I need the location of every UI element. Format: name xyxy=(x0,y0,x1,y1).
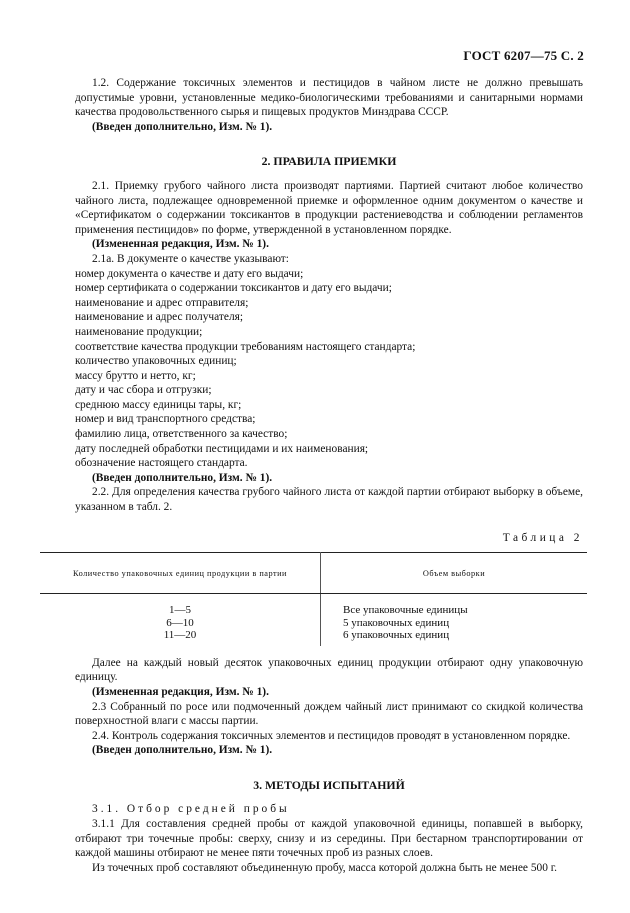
list-item: номер сертификата о содержании токсикантов и дату его выдачи; xyxy=(75,282,392,295)
clause-3-1-2: Из точечных проб составляют объединенную пробу, масса которой должна быть не менее 500 г. xyxy=(92,861,557,874)
table-row xyxy=(40,617,587,630)
amendment-note: (Введен дополнительно, Изм. № 1). xyxy=(92,120,273,133)
clause-2-4: 2.4. Контроль содержания токсичных элементов и пестицидов проводят в установленном порядке. xyxy=(92,729,571,742)
clause-2-1a: 2.1а. В документе о качестве указывают: xyxy=(92,252,289,265)
table-caption: Таблица 2 xyxy=(502,531,583,544)
table-cell-sample: 5 упаковочных единиц xyxy=(343,616,450,629)
table-cell-quantity: 6—10 xyxy=(40,617,321,630)
table-cell-sample: 6 упаковочных единиц xyxy=(343,629,450,642)
table-cell-quantity: 1—5 xyxy=(40,594,321,617)
clause-2-2: 2.2. Для определения качества грубого чайного листа от каждой партии отбирают выборку в объеме, указанном в табл. 2. xyxy=(75,486,583,514)
list-item: среднюю массу единицы тары, кг; xyxy=(75,398,242,411)
amendment-note: (Введен дополнительно, Изм. № 1). xyxy=(92,744,273,757)
sample-size-table xyxy=(40,552,587,646)
list-item: наименование продукции; xyxy=(75,325,203,338)
list-item: обозначение настоящего стандарта. xyxy=(75,457,248,470)
amendment-note: (Измененная редакция, Изм. № 1). xyxy=(92,685,269,698)
clause-2-1: 2.1. Приемку грубого чайного листа производят партиями. Партией считают любое количество чайного листа, подлежащее одновременной приемке и оформленное одним документом о качестве и «Сертификатом о содержании токсикантов в продукции растениеводства и соблюдении регламентов применения пестицидов» по форме, утвержденной в установленном порядке. xyxy=(75,179,583,236)
table-cell-quantity: 11—20 xyxy=(40,629,321,646)
clause-1-2: 1.2. Содержание токсичных элементов и пестицидов в чайном листе не должно превышать допустимые уровни, установленные медико-биологическими требованиями и санитарными нормами качества продовольственного сырья и пищевых продуктов Минздрава СССР. xyxy=(75,77,583,119)
table-header-sample: Объем выборки xyxy=(321,553,588,594)
list-item: наименование и адрес получателя; xyxy=(75,311,244,324)
amendment-note: (Введен дополнительно, Изм. № 1). xyxy=(92,471,273,484)
list-item: наименование и адрес отправителя; xyxy=(75,296,249,309)
list-item: соответствие качества продукции требованиям настоящего стандарта; xyxy=(75,340,416,353)
table-row xyxy=(40,594,587,617)
table-header-quantity: Количество упаковочных единиц продукции в партии xyxy=(40,553,321,594)
page-header: ГОСТ 6207—75 С. 2 xyxy=(463,48,584,63)
list-item: фамилию лица, ответственного за качество; xyxy=(75,428,288,441)
table-row xyxy=(40,629,587,646)
clause-2-2-continued: Далее на каждый новый десяток упаковочных единиц продукции отбирают одну упаковочную единицу. xyxy=(75,656,583,684)
list-item: массу брутто и нетто, кг; xyxy=(75,369,196,382)
table-cell-sample: Все упаковочные единицы xyxy=(343,604,468,617)
list-item: номер и вид транспортного средства; xyxy=(75,413,256,426)
list-item: количество упаковочных единиц; xyxy=(75,355,237,368)
clause-2-3: 2.3 Собранный по росе или подмоченный дождем чайный лист принимают со скидкой количества поверхностной влаги с массы партии. xyxy=(75,700,583,728)
section-heading-3: 3. МЕТОДЫ ИСПЫТАНИЙ xyxy=(253,777,405,792)
list-item: дату и час сбора и отгрузки; xyxy=(75,384,212,397)
clause-3-1-1: 3.1.1 Для составления средней пробы от каждой упаковочной единицы, попавшей в выборку, отбирают три точечные пробы: сверху, снизу и из середины. При бестарном транспортировании от каждой машины отбирают не менее пяти точечных проб из разных слоев. xyxy=(75,818,583,860)
list-item: номер документа о качестве и дату его выдачи; xyxy=(75,267,304,280)
amendment-note: (Измененная редакция, Изм. № 1). xyxy=(92,238,269,251)
section-heading-2: 2. ПРАВИЛА ПРИЕМКИ xyxy=(261,154,397,169)
document-body xyxy=(72,76,583,875)
document-requirements-list xyxy=(75,267,583,471)
list-item: дату последней обработки пестицидами и их наименования; xyxy=(75,442,369,455)
clause-3-1: 3.1. Отбор средней пробы xyxy=(92,803,290,816)
